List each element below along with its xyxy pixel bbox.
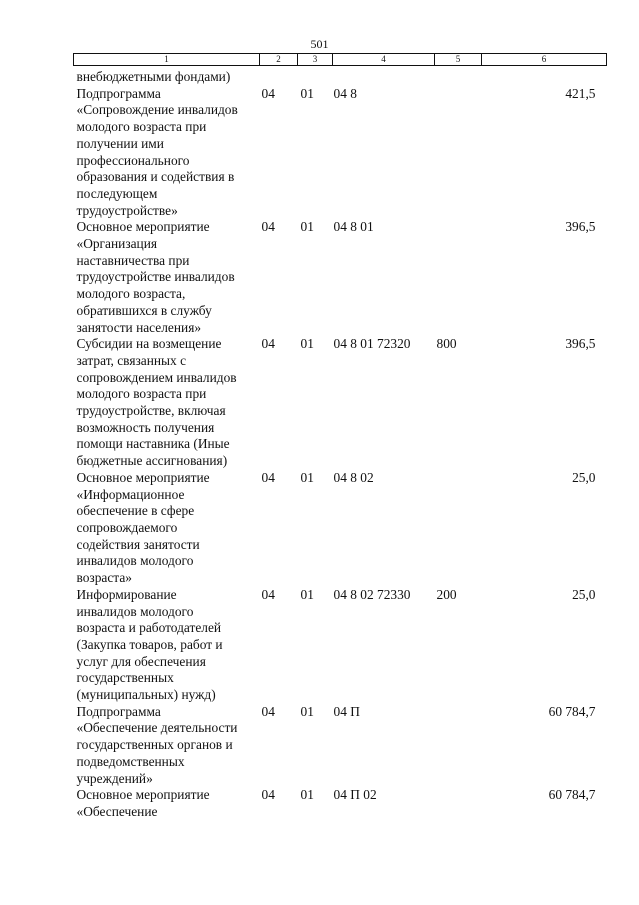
subsection-code-cell: 01: [300, 219, 314, 235]
row-name-cell: [74, 66, 260, 86]
row-name-line: последующем: [76, 185, 158, 201]
expense-type-cell: [435, 86, 482, 220]
column-header-4: 4: [333, 54, 435, 66]
column-header-1: 1: [74, 54, 260, 66]
amount-cell: 396,5: [565, 219, 596, 235]
row-name-line: трудоустройстве»: [76, 202, 178, 218]
subsection-code-cell: 01: [300, 336, 314, 352]
row-name-line: (Закупка товаров, работ и: [76, 636, 223, 652]
row-name-line: подведомственных: [76, 753, 185, 769]
row-name-line: образования и содействия в: [76, 169, 235, 185]
row-name-cell: [74, 787, 260, 820]
target-article-cell: [333, 66, 435, 86]
row-name-line: Подпрограмма: [76, 85, 161, 101]
column-header-6: 6: [482, 54, 607, 66]
row-name-line: молодого возраста при: [76, 386, 207, 402]
table-row: [74, 336, 607, 470]
amount-cell: 396,5: [565, 336, 596, 352]
row-name-line: государственных: [76, 670, 174, 686]
section-code-cell: 04: [261, 469, 275, 485]
row-name-line: возраста»: [76, 570, 132, 586]
row-name-cell: [74, 470, 260, 587]
row-name-line: занятости населения»: [76, 319, 202, 335]
row-name-line: «Организация: [76, 236, 158, 252]
row-name-cell: [74, 704, 260, 788]
row-name-line: Информирование: [76, 586, 177, 602]
row-name-line: возраста и работодателей: [76, 620, 222, 636]
row-name-line: молодого возраста при: [76, 119, 207, 135]
row-name-line: «Сопровождение инвалидов: [76, 102, 238, 118]
section-code-cell: 04: [261, 336, 275, 352]
row-name-line: Основное мероприятие: [76, 787, 210, 803]
page-number: 501: [310, 37, 329, 51]
row-name-cell: [74, 587, 260, 704]
table-header: [74, 54, 607, 66]
row-name-line: сопровождением инвалидов: [76, 369, 237, 385]
expense-type-cell: [435, 787, 482, 820]
header-row: [74, 54, 607, 66]
row-name-line: затрат, связанных с: [76, 352, 187, 368]
row-name-line: содействия занятости: [76, 536, 200, 552]
row-name-line: «Обеспечение деятельности: [76, 720, 238, 736]
table-row: [74, 86, 607, 220]
row-name-cell: [74, 219, 260, 336]
row-name-cell: [74, 86, 260, 220]
table-row: [74, 787, 607, 820]
target-article-cell: 04 П 02: [333, 787, 377, 803]
expense-type-cell: 800: [436, 336, 457, 352]
table-row: [74, 219, 607, 336]
row-name-line: Основное мероприятие: [76, 219, 210, 235]
row-name-line: учреждений»: [76, 770, 153, 786]
target-article-cell: 04 8 01 72320: [333, 336, 411, 352]
row-name-line: услуг для обеспечения: [76, 653, 206, 669]
table-row: [74, 66, 607, 86]
amount-cell: 60 784,7: [548, 787, 596, 803]
amount-cell: 421,5: [565, 85, 596, 101]
section-code-cell: 04: [261, 586, 275, 602]
row-name-line: трудоустройстве, включая: [76, 403, 226, 419]
table-body: [74, 66, 607, 821]
table-row: [74, 704, 607, 788]
row-name-line: молодого возраста,: [76, 286, 186, 302]
row-name-line: помощи наставника (Иные: [76, 436, 230, 452]
subsection-code-cell: 01: [300, 787, 314, 803]
amount-cell: [482, 66, 607, 86]
amount-cell: 25,0: [572, 586, 596, 602]
row-name-line: трудоустройстве инвалидов: [76, 269, 235, 285]
section-code-cell: 04: [261, 703, 275, 719]
section-code-cell: 04: [261, 787, 275, 803]
target-article-cell: 04 8: [333, 85, 357, 101]
row-name-line: внебюджетными фондами): [76, 69, 231, 84]
subsection-code-cell: 01: [300, 703, 314, 719]
row-name-line: «Обеспечение: [76, 803, 158, 819]
column-header-5: 5: [435, 54, 482, 66]
subsection-code-cell: [298, 66, 333, 86]
row-name-cell: [74, 336, 260, 470]
row-name-line: бюджетные ассигнования): [76, 453, 228, 469]
row-name-line: профессионального: [76, 152, 190, 168]
target-article-cell: 04 8 01: [333, 219, 374, 235]
section-code-cell: 04: [261, 219, 275, 235]
row-name-line: наставничества при: [76, 252, 190, 268]
row-name-line: Субсидии на возмещение: [76, 336, 222, 352]
table-row: [74, 587, 607, 704]
target-article-cell: 04 П: [333, 703, 360, 719]
section-code-cell: 04: [261, 85, 275, 101]
expense-type-cell: [435, 704, 482, 788]
budget-table: [73, 53, 607, 821]
table-row: [74, 470, 607, 587]
section-code-cell: [260, 66, 298, 86]
row-name-line: инвалидов молодого: [76, 553, 194, 569]
row-name-line: «Информационное: [76, 486, 185, 502]
row-name-line: государственных органов и: [76, 737, 233, 753]
row-name-line: инвалидов молодого: [76, 603, 194, 619]
column-header-2: 2: [260, 54, 298, 66]
row-name-line: Подпрограмма: [76, 703, 161, 719]
amount-cell: 25,0: [572, 469, 596, 485]
row-name-line: сопровождаемого: [76, 519, 178, 535]
column-header-3: 3: [298, 54, 333, 66]
expense-type-cell: 200: [436, 586, 457, 602]
row-name-line: обеспечение в сфере: [76, 503, 195, 519]
subsection-code-cell: 01: [300, 586, 314, 602]
expense-type-cell: [435, 470, 482, 587]
target-article-cell: 04 8 02: [333, 469, 374, 485]
subsection-code-cell: 01: [300, 469, 314, 485]
expense-type-cell: [435, 219, 482, 336]
row-name-line: обратившихся в службу: [76, 302, 212, 318]
row-name-line: возможность получения: [76, 419, 215, 435]
row-name-line: (муниципальных) нужд): [76, 687, 216, 703]
row-name-line: Основное мероприятие: [76, 469, 210, 485]
subsection-code-cell: 01: [300, 85, 314, 101]
amount-cell: 60 784,7: [548, 703, 596, 719]
row-name-line: получении ими: [76, 135, 164, 151]
target-article-cell: 04 8 02 72330: [333, 586, 411, 602]
expense-type-cell: [435, 66, 482, 86]
